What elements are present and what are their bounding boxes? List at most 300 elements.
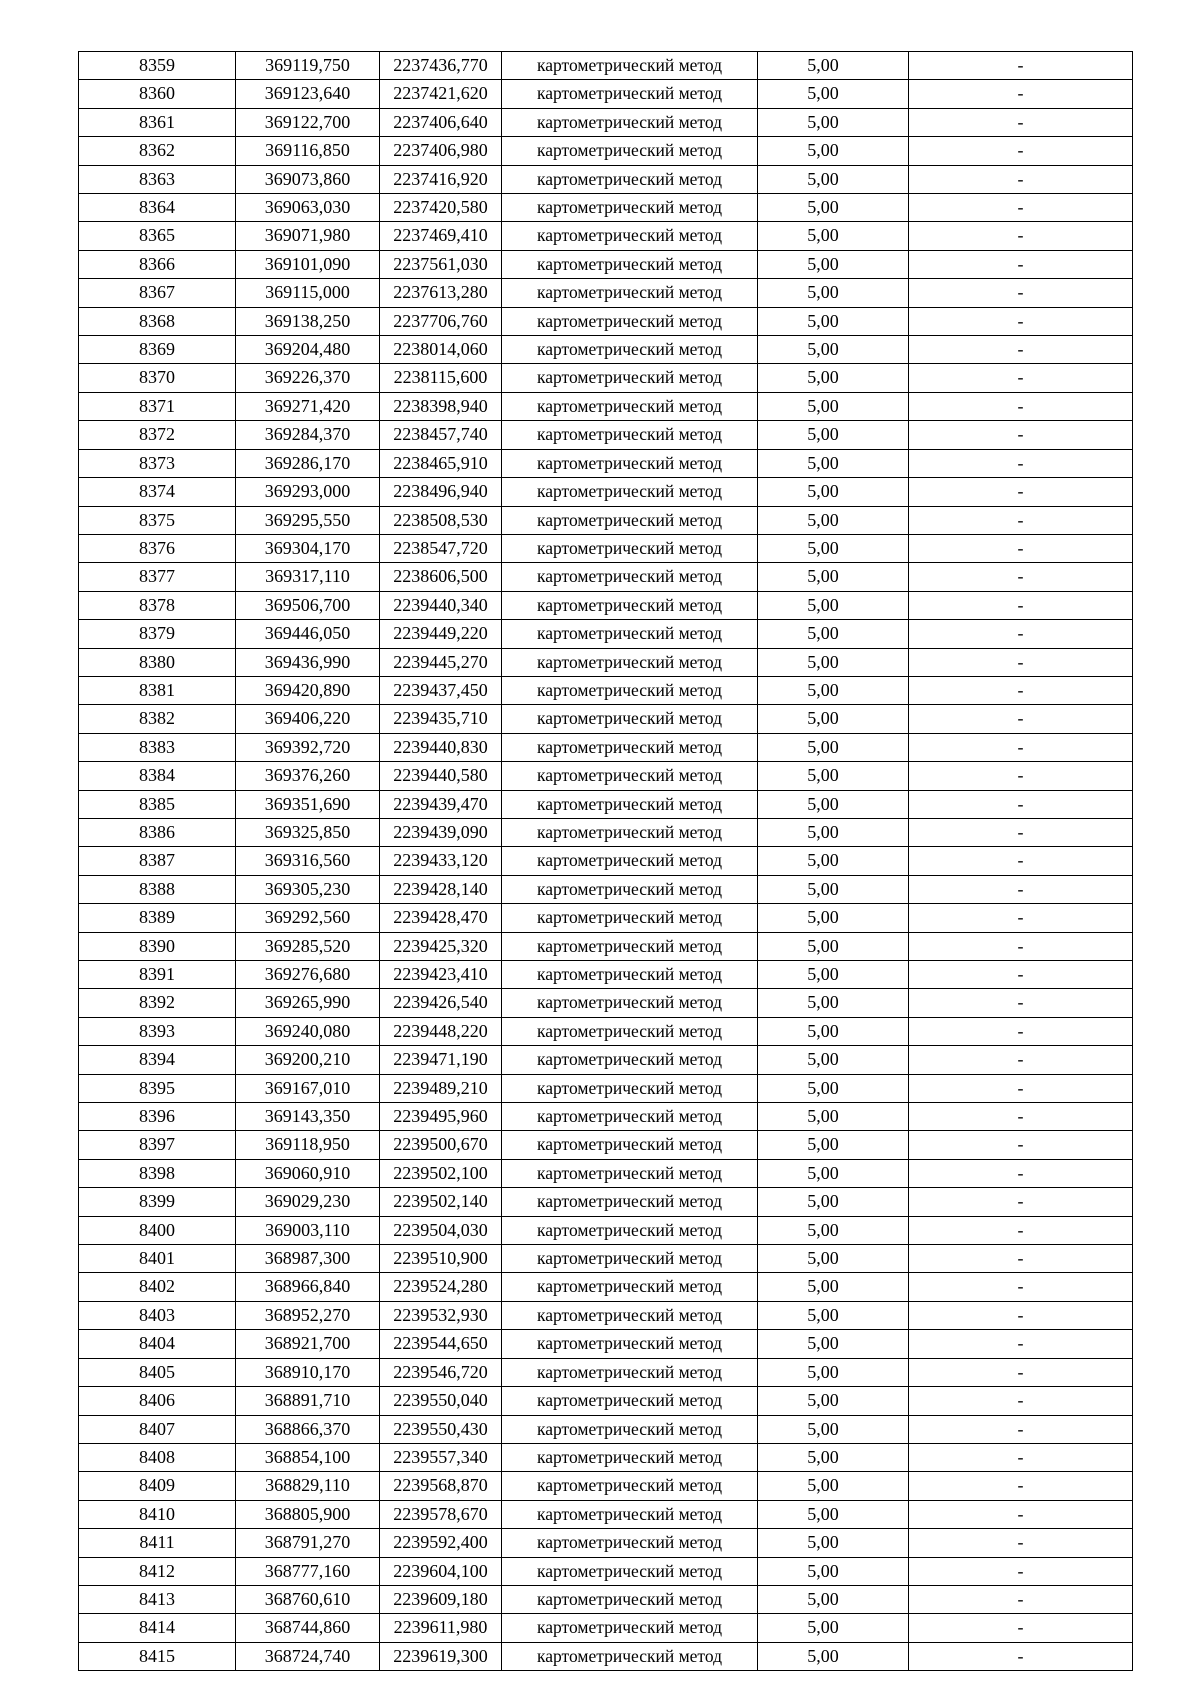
table-row <box>79 1529 1133 1557</box>
precision-value: 5,00 <box>807 111 839 132</box>
method-cell: картометрический метод <box>502 1472 758 1500</box>
method-cell: картометрический метод <box>502 108 758 136</box>
precision-value: 5,00 <box>807 992 839 1013</box>
table-row <box>79 1642 1133 1670</box>
coordinate-y-cell: 2239449,220 <box>380 620 502 648</box>
precision-cell <box>758 1330 909 1358</box>
point-number-cell: 8359 <box>79 52 236 80</box>
precision-value: 5,00 <box>807 282 839 303</box>
point-number-cell: 8374 <box>79 478 236 506</box>
precision-cell <box>758 222 909 250</box>
coordinate-x-cell: 369115,000 <box>236 279 380 307</box>
point-number-cell: 8395 <box>79 1074 236 1102</box>
coordinate-y-cell: 2239557,340 <box>380 1443 502 1471</box>
table-row <box>79 108 1133 136</box>
precision-cell <box>758 563 909 591</box>
table-row <box>79 1159 1133 1187</box>
point-number-cell: 8362 <box>79 137 236 165</box>
table-row <box>79 989 1133 1017</box>
precision-cell <box>758 52 909 80</box>
coordinate-x-cell: 368891,710 <box>236 1387 380 1415</box>
description-cell: - <box>909 904 1133 932</box>
description-cell: - <box>909 1472 1133 1500</box>
coordinate-x-cell: 369316,560 <box>236 847 380 875</box>
coordinates-table-body <box>79 52 1133 1671</box>
precision-value: 5,00 <box>807 310 839 331</box>
coordinate-x-cell: 369292,560 <box>236 904 380 932</box>
coordinate-x-cell: 369003,110 <box>236 1216 380 1244</box>
method-cell: картометрический метод <box>502 563 758 591</box>
method-cell: картометрический метод <box>502 591 758 619</box>
coordinate-y-cell: 2237469,410 <box>380 222 502 250</box>
description-cell: - <box>909 1301 1133 1329</box>
method-cell: картометрический метод <box>502 1216 758 1244</box>
table-row <box>79 1216 1133 1244</box>
method-cell: картометрический метод <box>502 1103 758 1131</box>
precision-value: 5,00 <box>807 1560 839 1581</box>
coordinate-y-cell: 2239550,430 <box>380 1415 502 1443</box>
coordinate-x-cell: 368777,160 <box>236 1557 380 1585</box>
coordinate-y-cell: 2238465,910 <box>380 449 502 477</box>
coordinate-x-cell: 369167,010 <box>236 1074 380 1102</box>
coordinate-x-cell: 369325,850 <box>236 818 380 846</box>
method-cell: картометрический метод <box>502 165 758 193</box>
coordinate-x-cell: 369506,700 <box>236 591 380 619</box>
precision-value: 5,00 <box>807 1191 839 1212</box>
coordinate-y-cell: 2239578,670 <box>380 1500 502 1528</box>
coordinate-y-cell: 2237421,620 <box>380 80 502 108</box>
point-number-cell: 8412 <box>79 1557 236 1585</box>
coordinate-y-cell: 2239532,930 <box>380 1301 502 1329</box>
description-cell: - <box>909 1017 1133 1045</box>
description-cell: - <box>909 392 1133 420</box>
coordinate-y-cell: 2239471,190 <box>380 1046 502 1074</box>
description-cell: - <box>909 1330 1133 1358</box>
precision-value: 5,00 <box>807 1020 839 1041</box>
precision-cell <box>758 1387 909 1415</box>
method-cell: картометрический метод <box>502 620 758 648</box>
coordinate-y-cell: 2239524,280 <box>380 1273 502 1301</box>
coordinate-x-cell: 369071,980 <box>236 222 380 250</box>
description-cell: - <box>909 1557 1133 1585</box>
coordinate-x-cell: 369116,850 <box>236 137 380 165</box>
point-number-cell: 8401 <box>79 1245 236 1273</box>
coordinate-x-cell: 369200,210 <box>236 1046 380 1074</box>
point-number-cell: 8365 <box>79 222 236 250</box>
coordinate-x-cell: 369351,690 <box>236 790 380 818</box>
precision-cell <box>758 1301 909 1329</box>
coordinate-y-cell: 2239568,870 <box>380 1472 502 1500</box>
precision-value: 5,00 <box>807 1106 839 1127</box>
table-row <box>79 1046 1133 1074</box>
coordinate-x-cell: 368987,300 <box>236 1245 380 1273</box>
precision-cell <box>758 364 909 392</box>
precision-cell <box>758 932 909 960</box>
precision-value: 5,00 <box>807 1248 839 1269</box>
coordinate-y-cell: 2238115,600 <box>380 364 502 392</box>
precision-value: 5,00 <box>807 1588 839 1609</box>
description-cell: - <box>909 1103 1133 1131</box>
coordinate-y-cell: 2238508,530 <box>380 506 502 534</box>
coordinate-y-cell: 2238606,500 <box>380 563 502 591</box>
precision-value: 5,00 <box>807 907 839 928</box>
point-number-cell: 8370 <box>79 364 236 392</box>
table-row <box>79 165 1133 193</box>
coordinate-y-cell: 2239604,100 <box>380 1557 502 1585</box>
precision-cell <box>758 620 909 648</box>
precision-cell <box>758 165 909 193</box>
precision-value: 5,00 <box>807 878 839 899</box>
coordinate-y-cell: 2239445,270 <box>380 648 502 676</box>
method-cell: картометрический метод <box>502 1245 758 1273</box>
coordinate-y-cell: 2238547,720 <box>380 534 502 562</box>
precision-value: 5,00 <box>807 765 839 786</box>
precision-value: 5,00 <box>807 367 839 388</box>
description-cell: - <box>909 1188 1133 1216</box>
precision-value: 5,00 <box>807 793 839 814</box>
coordinate-x-cell: 369119,750 <box>236 52 380 80</box>
point-number-cell: 8403 <box>79 1301 236 1329</box>
description-cell: - <box>909 1614 1133 1642</box>
coordinate-x-cell: 369392,720 <box>236 733 380 761</box>
precision-value: 5,00 <box>807 736 839 757</box>
method-cell: картометрический метод <box>502 534 758 562</box>
coordinate-y-cell: 2238496,940 <box>380 478 502 506</box>
precision-cell <box>758 591 909 619</box>
document-page <box>78 51 1132 1671</box>
table-row <box>79 648 1133 676</box>
coordinate-y-cell: 2237436,770 <box>380 52 502 80</box>
method-cell: картометрический метод <box>502 1443 758 1471</box>
precision-value: 5,00 <box>807 1390 839 1411</box>
description-cell: - <box>909 875 1133 903</box>
table-row <box>79 250 1133 278</box>
point-number-cell: 8375 <box>79 506 236 534</box>
precision-value: 5,00 <box>807 1304 839 1325</box>
method-cell: картометрический метод <box>502 80 758 108</box>
precision-cell <box>758 307 909 335</box>
coordinate-x-cell: 369265,990 <box>236 989 380 1017</box>
coordinate-y-cell: 2239423,410 <box>380 961 502 989</box>
coordinate-x-cell: 368805,900 <box>236 1500 380 1528</box>
coordinate-y-cell: 2239510,900 <box>380 1245 502 1273</box>
coordinate-x-cell: 369295,550 <box>236 506 380 534</box>
precision-value: 5,00 <box>807 1361 839 1382</box>
method-cell: картометрический метод <box>502 961 758 989</box>
coordinate-y-cell: 2238457,740 <box>380 421 502 449</box>
point-number-cell: 8406 <box>79 1387 236 1415</box>
point-number-cell: 8413 <box>79 1585 236 1613</box>
precision-value: 5,00 <box>807 821 839 842</box>
point-number-cell: 8366 <box>79 250 236 278</box>
description-cell: - <box>909 165 1133 193</box>
method-cell: картометрический метод <box>502 1358 758 1386</box>
method-cell: картометрический метод <box>502 478 758 506</box>
precision-cell <box>758 1557 909 1585</box>
point-number-cell: 8393 <box>79 1017 236 1045</box>
description-cell: - <box>909 620 1133 648</box>
precision-value: 5,00 <box>807 1617 839 1638</box>
table-row <box>79 307 1133 335</box>
description-cell: - <box>909 847 1133 875</box>
point-number-cell: 8382 <box>79 705 236 733</box>
precision-value: 5,00 <box>807 83 839 104</box>
coordinate-x-cell: 369285,520 <box>236 932 380 960</box>
precision-cell <box>758 1074 909 1102</box>
description-cell: - <box>909 591 1133 619</box>
table-row <box>79 1614 1133 1642</box>
description-cell: - <box>909 1500 1133 1528</box>
precision-cell <box>758 1159 909 1187</box>
method-cell: картометрический метод <box>502 932 758 960</box>
point-number-cell: 8410 <box>79 1500 236 1528</box>
point-number-cell: 8373 <box>79 449 236 477</box>
precision-cell <box>758 762 909 790</box>
coordinate-y-cell: 2239439,470 <box>380 790 502 818</box>
point-number-cell: 8368 <box>79 307 236 335</box>
point-number-cell: 8392 <box>79 989 236 1017</box>
coordinate-x-cell: 369204,480 <box>236 336 380 364</box>
coordinate-x-cell: 368829,110 <box>236 1472 380 1500</box>
coordinate-y-cell: 2239425,320 <box>380 932 502 960</box>
precision-value: 5,00 <box>807 1503 839 1524</box>
point-number-cell: 8407 <box>79 1415 236 1443</box>
precision-cell <box>758 534 909 562</box>
precision-cell <box>758 1642 909 1670</box>
table-row <box>79 478 1133 506</box>
precision-cell <box>758 478 909 506</box>
precision-value: 5,00 <box>807 537 839 558</box>
description-cell: - <box>909 1585 1133 1613</box>
coordinate-y-cell: 2239433,120 <box>380 847 502 875</box>
point-number-cell: 8414 <box>79 1614 236 1642</box>
coordinate-y-cell: 2239428,140 <box>380 875 502 903</box>
description-cell: - <box>909 80 1133 108</box>
method-cell: картометрический метод <box>502 307 758 335</box>
precision-value: 5,00 <box>807 594 839 615</box>
coordinate-y-cell: 2239611,980 <box>380 1614 502 1642</box>
coordinate-x-cell: 368952,270 <box>236 1301 380 1329</box>
point-number-cell: 8369 <box>79 336 236 364</box>
description-cell: - <box>909 108 1133 136</box>
method-cell: картометрический метод <box>502 1301 758 1329</box>
method-cell: картометрический метод <box>502 1273 758 1301</box>
table-row <box>79 1443 1133 1471</box>
coordinate-y-cell: 2237406,980 <box>380 137 502 165</box>
description-cell: - <box>909 1216 1133 1244</box>
coordinate-x-cell: 369063,030 <box>236 194 380 222</box>
coordinate-x-cell: 369376,260 <box>236 762 380 790</box>
point-number-cell: 8387 <box>79 847 236 875</box>
point-number-cell: 8379 <box>79 620 236 648</box>
coordinate-x-cell: 368866,370 <box>236 1415 380 1443</box>
description-cell: - <box>909 563 1133 591</box>
table-row <box>79 52 1133 80</box>
method-cell: картометрический метод <box>502 222 758 250</box>
coordinate-y-cell: 2239495,960 <box>380 1103 502 1131</box>
coordinate-x-cell: 369122,700 <box>236 108 380 136</box>
precision-value: 5,00 <box>807 55 839 75</box>
table-row <box>79 421 1133 449</box>
table-row <box>79 1557 1133 1585</box>
method-cell: картометрический метод <box>502 705 758 733</box>
precision-value: 5,00 <box>807 1276 839 1297</box>
method-cell: картометрический метод <box>502 733 758 761</box>
method-cell: картометрический метод <box>502 52 758 80</box>
description-cell: - <box>909 506 1133 534</box>
description-cell: - <box>909 194 1133 222</box>
table-row <box>79 80 1133 108</box>
table-row <box>79 1358 1133 1386</box>
coordinate-y-cell: 2239437,450 <box>380 676 502 704</box>
precision-cell <box>758 648 909 676</box>
coordinate-x-cell: 368910,170 <box>236 1358 380 1386</box>
description-cell: - <box>909 1159 1133 1187</box>
precision-value: 5,00 <box>807 168 839 189</box>
method-cell: картометрический метод <box>502 1159 758 1187</box>
precision-value: 5,00 <box>807 395 839 416</box>
table-row <box>79 818 1133 846</box>
table-row <box>79 762 1133 790</box>
precision-cell <box>758 1103 909 1131</box>
description-cell: - <box>909 421 1133 449</box>
precision-value: 5,00 <box>807 651 839 672</box>
description-cell: - <box>909 336 1133 364</box>
method-cell: картометрический метод <box>502 1415 758 1443</box>
method-cell: картометрический метод <box>502 1330 758 1358</box>
point-number-cell: 8378 <box>79 591 236 619</box>
description-cell: - <box>909 1642 1133 1670</box>
precision-value: 5,00 <box>807 935 839 956</box>
method-cell: картометрический метод <box>502 506 758 534</box>
precision-value: 5,00 <box>807 1134 839 1155</box>
precision-value: 5,00 <box>807 1333 839 1354</box>
method-cell: картометрический метод <box>502 392 758 420</box>
method-cell: картометрический метод <box>502 904 758 932</box>
point-number-cell: 8380 <box>79 648 236 676</box>
table-row <box>79 790 1133 818</box>
point-number-cell: 8405 <box>79 1358 236 1386</box>
method-cell: картометрический метод <box>502 137 758 165</box>
description-cell: - <box>909 733 1133 761</box>
coordinate-x-cell: 369305,230 <box>236 875 380 903</box>
precision-value: 5,00 <box>807 1446 839 1467</box>
description-cell: - <box>909 932 1133 960</box>
method-cell: картометрический метод <box>502 250 758 278</box>
table-row <box>79 1301 1133 1329</box>
coordinate-x-cell: 368724,740 <box>236 1642 380 1670</box>
precision-cell <box>758 392 909 420</box>
point-number-cell: 8381 <box>79 676 236 704</box>
coordinate-y-cell: 2239440,830 <box>380 733 502 761</box>
point-number-cell: 8371 <box>79 392 236 420</box>
method-cell: картометрический метод <box>502 790 758 818</box>
coordinate-x-cell: 369123,640 <box>236 80 380 108</box>
coordinate-y-cell: 2239619,300 <box>380 1642 502 1670</box>
description-cell: - <box>909 137 1133 165</box>
precision-cell <box>758 1273 909 1301</box>
precision-cell <box>758 1585 909 1613</box>
precision-cell <box>758 733 909 761</box>
description-cell: - <box>909 364 1133 392</box>
description-cell: - <box>909 1387 1133 1415</box>
table-row <box>79 392 1133 420</box>
coordinate-x-cell: 369029,230 <box>236 1188 380 1216</box>
precision-value: 5,00 <box>807 452 839 473</box>
precision-cell <box>758 676 909 704</box>
coordinate-x-cell: 369276,680 <box>236 961 380 989</box>
table-row <box>79 733 1133 761</box>
coordinate-y-cell: 2239546,720 <box>380 1358 502 1386</box>
description-cell: - <box>909 279 1133 307</box>
point-number-cell: 8388 <box>79 875 236 903</box>
table-row <box>79 1074 1133 1102</box>
method-cell: картометрический метод <box>502 1074 758 1102</box>
method-cell: картометрический метод <box>502 1585 758 1613</box>
table-row <box>79 449 1133 477</box>
point-number-cell: 8411 <box>79 1529 236 1557</box>
coordinate-x-cell: 369060,910 <box>236 1159 380 1187</box>
table-row <box>79 194 1133 222</box>
coordinate-y-cell: 2237613,280 <box>380 279 502 307</box>
method-cell: картометрический метод <box>502 989 758 1017</box>
method-cell: картометрический метод <box>502 1046 758 1074</box>
description-cell: - <box>909 52 1133 80</box>
coordinate-x-cell: 368744,860 <box>236 1614 380 1642</box>
point-number-cell: 8376 <box>79 534 236 562</box>
precision-value: 5,00 <box>807 1219 839 1240</box>
precision-cell <box>758 1017 909 1045</box>
precision-cell <box>758 1046 909 1074</box>
description-cell: - <box>909 790 1133 818</box>
description-cell: - <box>909 1443 1133 1471</box>
table-row <box>79 620 1133 648</box>
precision-cell <box>758 1358 909 1386</box>
table-row <box>79 1330 1133 1358</box>
description-cell: - <box>909 250 1133 278</box>
precision-value: 5,00 <box>807 1162 839 1183</box>
precision-value: 5,00 <box>807 481 839 502</box>
table-row <box>79 1188 1133 1216</box>
description-cell: - <box>909 989 1133 1017</box>
precision-cell <box>758 421 909 449</box>
method-cell: картометрический метод <box>502 762 758 790</box>
point-number-cell: 8404 <box>79 1330 236 1358</box>
coordinate-y-cell: 2239426,540 <box>380 989 502 1017</box>
description-cell: - <box>909 478 1133 506</box>
precision-value: 5,00 <box>807 679 839 700</box>
coordinate-y-cell: 2239592,400 <box>380 1529 502 1557</box>
method-cell: картометрический метод <box>502 1131 758 1159</box>
precision-value: 5,00 <box>807 850 839 871</box>
coordinate-y-cell: 2239448,220 <box>380 1017 502 1045</box>
coordinate-y-cell: 2239502,100 <box>380 1159 502 1187</box>
table-row <box>79 222 1133 250</box>
coordinate-y-cell: 2237706,760 <box>380 307 502 335</box>
precision-value: 5,00 <box>807 1532 839 1553</box>
precision-cell <box>758 108 909 136</box>
table-row <box>79 137 1133 165</box>
method-cell: картометрический метод <box>502 1387 758 1415</box>
precision-value: 5,00 <box>807 140 839 161</box>
description-cell: - <box>909 1415 1133 1443</box>
precision-cell <box>758 904 909 932</box>
table-row <box>79 591 1133 619</box>
description-cell: - <box>909 534 1133 562</box>
method-cell: картометрический метод <box>502 875 758 903</box>
point-number-cell: 8394 <box>79 1046 236 1074</box>
description-cell: - <box>909 1046 1133 1074</box>
